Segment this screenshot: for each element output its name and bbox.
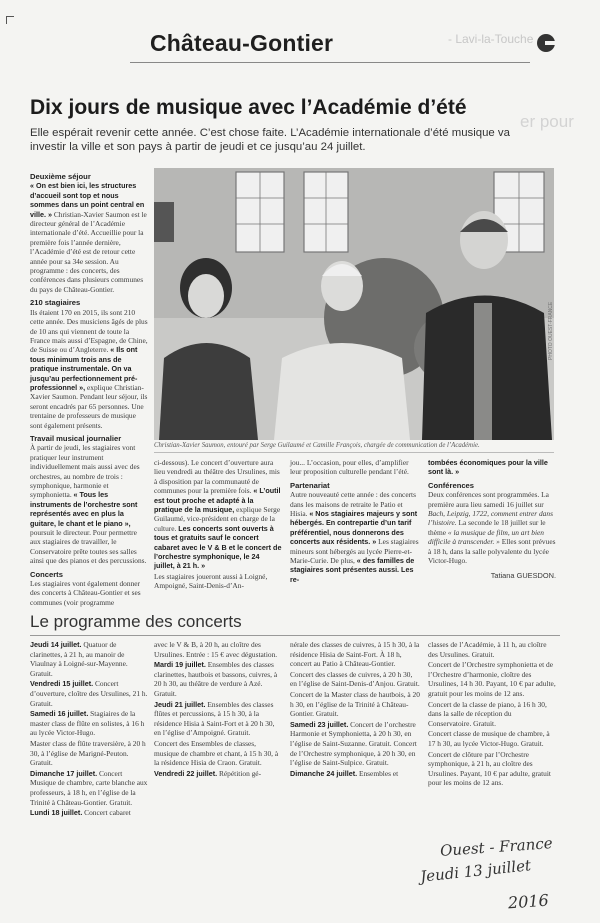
programme-detail: Quatuor de clarinettes, à 21 h, au manoir de Viaulnay à Loigné-sur-Mayenne. Gratuit. bbox=[30, 640, 128, 678]
corner-crop-mark bbox=[6, 16, 14, 24]
programme-entry bbox=[154, 640, 282, 659]
programme-entry bbox=[30, 679, 148, 708]
programme-entry bbox=[428, 729, 556, 748]
handwritten-date: Jeudi 13 juillet bbox=[419, 856, 532, 886]
programme-detail: Concert de l’orchestre Harmonie et Symphonietta, à 20 h 30, en l’église de Saint-Suzanne. Gratuit. Concert de l’Orchestre symphonique, à 20 h 30, en l’église de Saint-Sulpice. Gratuit. bbox=[290, 719, 417, 768]
programme-detail: Concert classe de musique de chambre, à 17 h 30, au lycée Victor-Hugo. Gratuit. bbox=[428, 729, 550, 748]
article-column-3: jou... L’occasion, pour elles, d’amplifier leur proposition culturelle pendant l’été. Partenariat Autre nouveauté cette année : des concerts dans les maisons de retraite le Patio et Hisia. « Nos stagiaires majeurs y sont hébergés. En contrepartie d’un tarif préférentiel, nous donnerons des concerts aux résidents. » Les stagiaires mineurs sont hébergés au lycée Pierre-et-Marie-Curie. De plus, « des familles de stagiaires sont présentes aussi. Les re- bbox=[290, 458, 419, 584]
programme-column-1 bbox=[30, 640, 148, 819]
programme-date: Vendredi 22 juillet. bbox=[154, 768, 218, 778]
programme-detail: Ensembles des classes flûtes et percussions, à 15 h 30, à la résidence Hisia à Saint-Fort et à 20 h 30, en l’église d’Ampoigné. Gratuit. bbox=[154, 699, 275, 738]
article-column-2: ci-dessous). Le concert d’ouverture aura lieu vendredi au théâtre des Ursulines, mis à disposition par la communauté de communes pour la première fois. « L’outil est tout proche et adapté à la pratique de la musique, explique Serge Guilaumé, vice-président en charge de la culture. Les concerts sont ouverts à tous et gratuits sauf le concert cabaret avec le V & B et le concert de l’orchestre symphonique, le 24 juillet, à 21 h. » Les stagiaires joueront aussi à Loigné, Ampoigné, Saint-Denis-d’An- bbox=[154, 458, 282, 591]
programme-entry bbox=[154, 660, 282, 698]
programme-detail: Concert d’ouverture, cloître des Ursulines, 21 h. Gratuit. bbox=[30, 679, 148, 708]
programme-detail: Répétition gé- bbox=[217, 768, 262, 778]
header-rule bbox=[130, 62, 530, 63]
programme-column-2 bbox=[154, 640, 282, 779]
programme-date: Dimanche 24 juillet. bbox=[290, 768, 358, 778]
programme-detail: Concert cabaret bbox=[82, 808, 131, 818]
programme-entry bbox=[428, 660, 556, 698]
caption-rule bbox=[154, 452, 554, 453]
programme-detail: Stagiaires de la master class de flûte en solistes, à 16 h au lycée Victor-Hugo. bbox=[30, 709, 145, 738]
programme-detail: Ensembles des classes clarinettes, hautbois et bassons, cuivres, à 20 h 30, au théâtre de verdure à Azé. Gratuit. bbox=[154, 660, 278, 698]
programme-title: Le programme des concerts bbox=[30, 612, 242, 631]
article-author: Tatiana GUESDON. bbox=[490, 571, 556, 581]
programme-entry bbox=[154, 700, 282, 738]
subheading: Concerts bbox=[30, 569, 63, 579]
show-through-text-2: er pour bbox=[520, 112, 574, 131]
programme-entry bbox=[30, 769, 148, 807]
programme-detail: classes de l’Académie, à 11 h, au cloître des Ursulines. Gratuit. bbox=[428, 640, 547, 659]
subheading: Travail musical journalier bbox=[30, 433, 122, 443]
programme-detail: Concert de l’Orchestre symphonietta et de l’Orchestre d’harmonie, cloître des Ursulines, 14 h 30. Payant, 10 € par adulte, gratuit pour les moins de 12 ans. bbox=[428, 660, 556, 698]
subheading: 210 stagiaires bbox=[30, 298, 81, 308]
programme-column-4 bbox=[428, 640, 556, 789]
subheading: Deuxième séjour bbox=[30, 172, 91, 181]
article-column-4: tombées économiques pour la ville sont là. » Conférences Deux conférences sont programmées. La première aura lieu samedi 16 juillet sur Bach, Leipzig, 1722, comment entrer dans l’histoire. La seconde le 18 juillet sur le thème « la musique de film, un art bien difficile à transcender. » Elles sont prévues à 18 h, dans la salle polyvalente du lycée Victor-Hugo. Tatiana GUESDON. bbox=[428, 458, 556, 581]
show-through-text: - Lavi-la-Touche bbox=[448, 32, 534, 46]
programme-entry bbox=[290, 640, 420, 669]
programme-detail: Concert des classes de cuivres, à 20 h 30, en l’église de Saint-Denis-d’Anjou. Gratuit. bbox=[290, 669, 420, 689]
programme-entry bbox=[428, 640, 556, 659]
programme-entry bbox=[290, 670, 420, 689]
programme-date: Samedi 16 juillet. bbox=[30, 709, 89, 719]
programme-entry bbox=[30, 709, 148, 738]
programme-entry bbox=[30, 640, 148, 678]
subheading: Conférences bbox=[428, 480, 475, 490]
programme-detail: Concert de la Master class de hautbois, à 20 h 30, en l’église de la Trinité à Château-Gontier. Gratuit. bbox=[290, 689, 420, 719]
programme-date: Vendredi 15 juillet. bbox=[30, 679, 94, 689]
handwritten-year: 2016 bbox=[507, 890, 550, 913]
programme-date: Jeudi 14 juillet. bbox=[30, 640, 82, 649]
photo-caption: Christian-Xavier Saumon, entouré par Serge Guilaumé et Camille François, chargée de communication de l’Académie. bbox=[154, 442, 480, 449]
programme-entry bbox=[154, 769, 282, 779]
programme-detail: Concert de clôture par l’Orchestre symphonique, à 21 h, au cloître des Ursulines. Payant, 10 € par adulte, gratuit pour les moins de 12 ans. bbox=[428, 749, 551, 788]
photo-credit: PHOTO OUEST-FRANCE bbox=[548, 301, 554, 360]
programme-detail: Concert de la classe de piano, à 16 h 30, dans la salle de réception du Conservatoire. Gratuit. bbox=[428, 699, 547, 728]
programme-date: Lundi 18 juillet. bbox=[30, 808, 83, 818]
programme-entry bbox=[290, 720, 420, 768]
handwritten-source: Ouest - France bbox=[439, 834, 554, 860]
programme-detail: Concert des Ensembles de classes, musique de chambre et chant, à 15 h 30, à la résidence Hisia de Craon. Gratuit. bbox=[154, 738, 279, 768]
programme-detail: Concert Musique de chambre, carte blanche aux professeurs, à 18 h, en l’église de la Trinité à Château-Gontier. Gratuit. bbox=[30, 768, 148, 807]
programme-entry bbox=[30, 739, 148, 768]
programme-date: Samedi 23 juillet. bbox=[290, 719, 349, 729]
programme-column-3 bbox=[290, 640, 420, 779]
article-column-1: Deuxième séjour « On est bien ici, les structures d’accueil sont top et nous sommes dans un point central en ville. » Christian-Xavier Saumon est le directeur général de l’Académie internationale d’été. Accueillie pour la première fois l’année dernière, l’Académie d’été est de retour cette année pour sa 34e session. Au programme : des concerts, des conférences dans plusieurs communes du pays de Château-Gontier. 210 stagiaires Ils étaient 170 en 2015, ils sont 210 cette année. Des musiciens âgés de plus de 10 ans qui viennent de toute la France mais aussi d’Espagne, de Chine, de Suisse ou d’Angleterre. « Ils ont tous minimum trois ans de pratique instrumentale. On va jusqu’au perfectionnement pré-professionnel », explique Christian-Xavier Saumon. Pendant leur séjour, ils seront encadrés par 65 personnes. Une trentaine de professeurs de musique sont également présents. Travail musical journalier À partir de jeudi, les stagiaires vont pratiquer leur instrument individuellement mais aussi avec des orchestres, au nombre de trois : symphonique, harmonie et symphonietta. « Tous les instruments de l’orchestre sont représentés avec en plus la guitare, le chant et le piano », poursuit le directeur. Pour permettre aux stagiaires de travailler, le Conservatoire prête toutes ses salles ainsi que des pianos et des percussions. Concerts Les stagiaires vont également donner des concerts à Château-Gontier et ses communes (voir programme bbox=[30, 172, 148, 607]
newspaper-logo-icon bbox=[537, 34, 555, 52]
section-title: Château-Gontier bbox=[150, 30, 334, 56]
programme-date: Dimanche 17 juillet. bbox=[30, 768, 98, 778]
programme-entry bbox=[154, 739, 282, 768]
photo-illustration bbox=[154, 168, 554, 440]
programme-detail: Ensembles et bbox=[357, 768, 399, 778]
programme-entry bbox=[428, 700, 556, 729]
programme-detail: avec le V & B, à 20 h, au cloître des Ursulines. Entrée : 15 € avec dégustation. bbox=[154, 640, 278, 659]
article-headline: Dix jours de musique avec l’Académie d’été bbox=[30, 96, 467, 119]
programme-detail: Master class de flûte traversière, à 20 h 30, à l’église de Marigné-Peuton. Gratuit. bbox=[30, 738, 146, 768]
programme-entry bbox=[428, 750, 556, 788]
programme-date: Mardi 19 juillet. bbox=[154, 660, 206, 670]
subheading: Partenariat bbox=[290, 480, 330, 490]
programme-date: Jeudi 21 juillet. bbox=[154, 699, 206, 709]
programme-detail: nérale des classes de cuivres, à 15 h 30, à la résidence Hisia de Saint-Fort. À 18 h, concert au Patio à Château-Gontier. bbox=[290, 640, 420, 669]
programme-entry bbox=[30, 808, 148, 818]
article-lead: Elle espérait revenir cette année. C’est chose faite. L’Académie internationale d’été musique va investir la ville et son pays à partir de jeudi et ce jusqu’au 24 juillet. bbox=[30, 127, 510, 153]
programme-entry bbox=[290, 769, 420, 779]
article-photo bbox=[154, 168, 554, 440]
programme-entry bbox=[290, 690, 420, 719]
programme-rule bbox=[30, 635, 560, 636]
